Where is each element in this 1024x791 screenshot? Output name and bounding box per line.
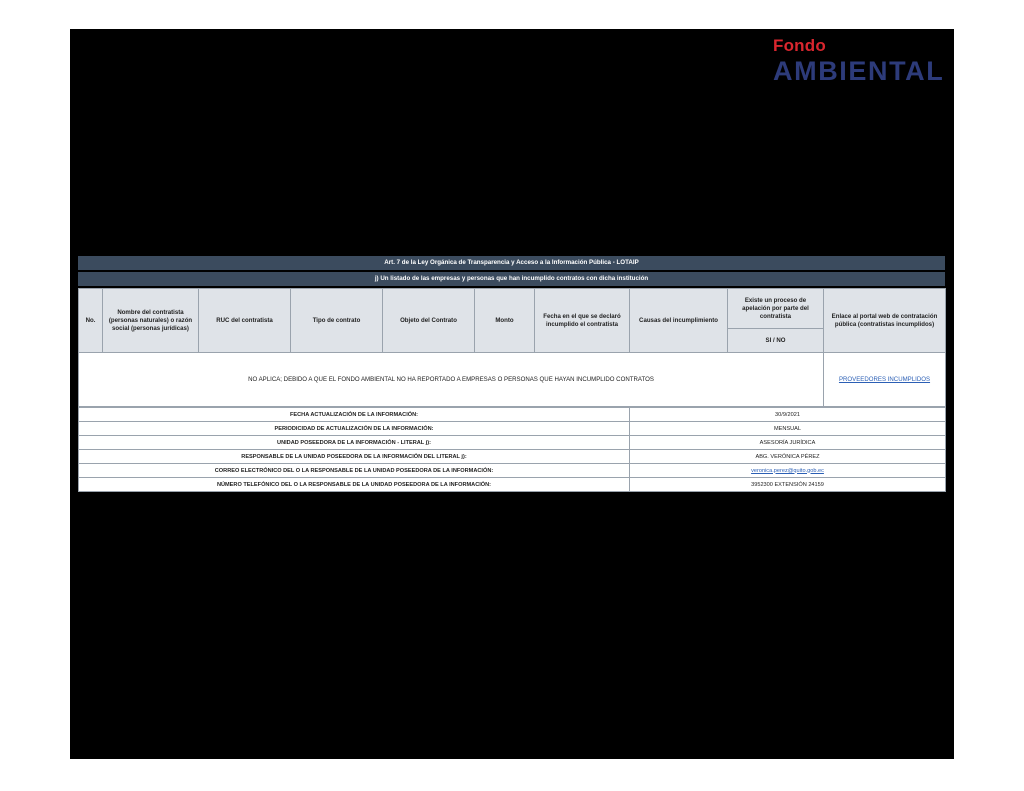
col-header-apelacion: Existe un proceso de apelación por parte del contratista <box>728 289 824 329</box>
meta-label-correo: CORREO ELECTRÓNICO DEL O LA RESPONSABLE DE LA UNIDAD POSEEDORA DE LA INFORMACIÓN: <box>79 464 630 478</box>
metadata-table <box>78 407 946 492</box>
table-row <box>79 353 946 407</box>
col-header-enlace: Enlace al portal web de contratación pública (contratistas incumplidos) <box>824 289 946 353</box>
meta-label-responsable: RESPONSABLE DE LA UNIDAD POSEEDORA DE LA INFORMACIÓN DEL LITERAL j): <box>79 450 630 464</box>
meta-label-fecha: FECHA ACTUALIZACIÓN DE LA INFORMACIÓN: <box>79 408 630 422</box>
meta-row <box>79 436 946 450</box>
proveedores-incumplidos-link[interactable]: PROVEEDORES INCUMPLIDOS <box>838 376 931 383</box>
report-subtitle: j) Un listado de las empresas y personas que han incumplido contratos con dicha institución <box>78 272 945 288</box>
meta-row <box>79 478 946 492</box>
meta-label-periodicidad: PERIODICIDAD DE ACTUALIZACIÓN DE LA INFORMACIÓN: <box>79 422 630 436</box>
logo-line-fondo: Fondo <box>773 36 826 55</box>
contracts-table <box>78 288 946 407</box>
col-header-causas: Causas del incumplimiento <box>630 289 728 353</box>
meta-row <box>79 450 946 464</box>
col-header-fecha: Fecha en el que se declaró incumplido el contratista <box>535 289 630 353</box>
meta-value-unidad: ASESORÍA JURÍDICA <box>630 436 946 450</box>
meta-row <box>79 422 946 436</box>
meta-row <box>79 464 946 478</box>
col-header-ruc: RUC del contratista <box>199 289 291 353</box>
meta-label-unidad: UNIDAD POSEEDORA DE LA INFORMACIÓN - LITERAL j): <box>79 436 630 450</box>
no-data-message: NO APLICA; DEBIDO A QUE EL FONDO AMBIENTAL NO HA REPORTADO A EMPRESAS O PERSONAS QUE HAYAN INCUMPLIDO CONTRATOS <box>79 353 824 407</box>
report-title: Art. 7 de la Ley Orgánica de Transparencia y Acceso a la Información Pública - LOTAIP <box>78 256 945 272</box>
meta-value-fecha: 30/9/2021 <box>630 408 946 422</box>
proveedores-incumplidos-cell <box>824 353 946 407</box>
meta-row <box>79 408 946 422</box>
email-link[interactable]: veronica.perez@quito.gob.ec <box>751 467 824 474</box>
col-header-tipo: Tipo de contrato <box>291 289 383 353</box>
meta-value-correo <box>630 464 946 478</box>
col-header-si-no: SI / NO <box>728 329 824 353</box>
logo-line-ambiental: AMBIENTAL <box>773 56 945 86</box>
meta-value-periodicidad: MENSUAL <box>630 422 946 436</box>
meta-value-responsable: ABG. VERÓNICA PÉREZ <box>630 450 946 464</box>
meta-label-telefono: NÚMERO TELEFÓNICO DEL O LA RESPONSABLE DE LA UNIDAD POSEEDORA DE LA INFORMACIÓN: <box>79 478 630 492</box>
col-header-monto: Monto <box>475 289 535 353</box>
col-header-no: No. <box>79 289 103 353</box>
col-header-nombre: Nombre del contratista (personas naturales) o razón social (personas jurídicas) <box>103 289 199 353</box>
col-header-objeto: Objeto del Contrato <box>383 289 475 353</box>
meta-value-telefono: 3952300 EXTENSIÓN 24159 <box>630 478 946 492</box>
lotaip-report <box>78 256 945 492</box>
fondo-ambiental-logo <box>773 36 949 88</box>
document-page <box>70 29 954 759</box>
